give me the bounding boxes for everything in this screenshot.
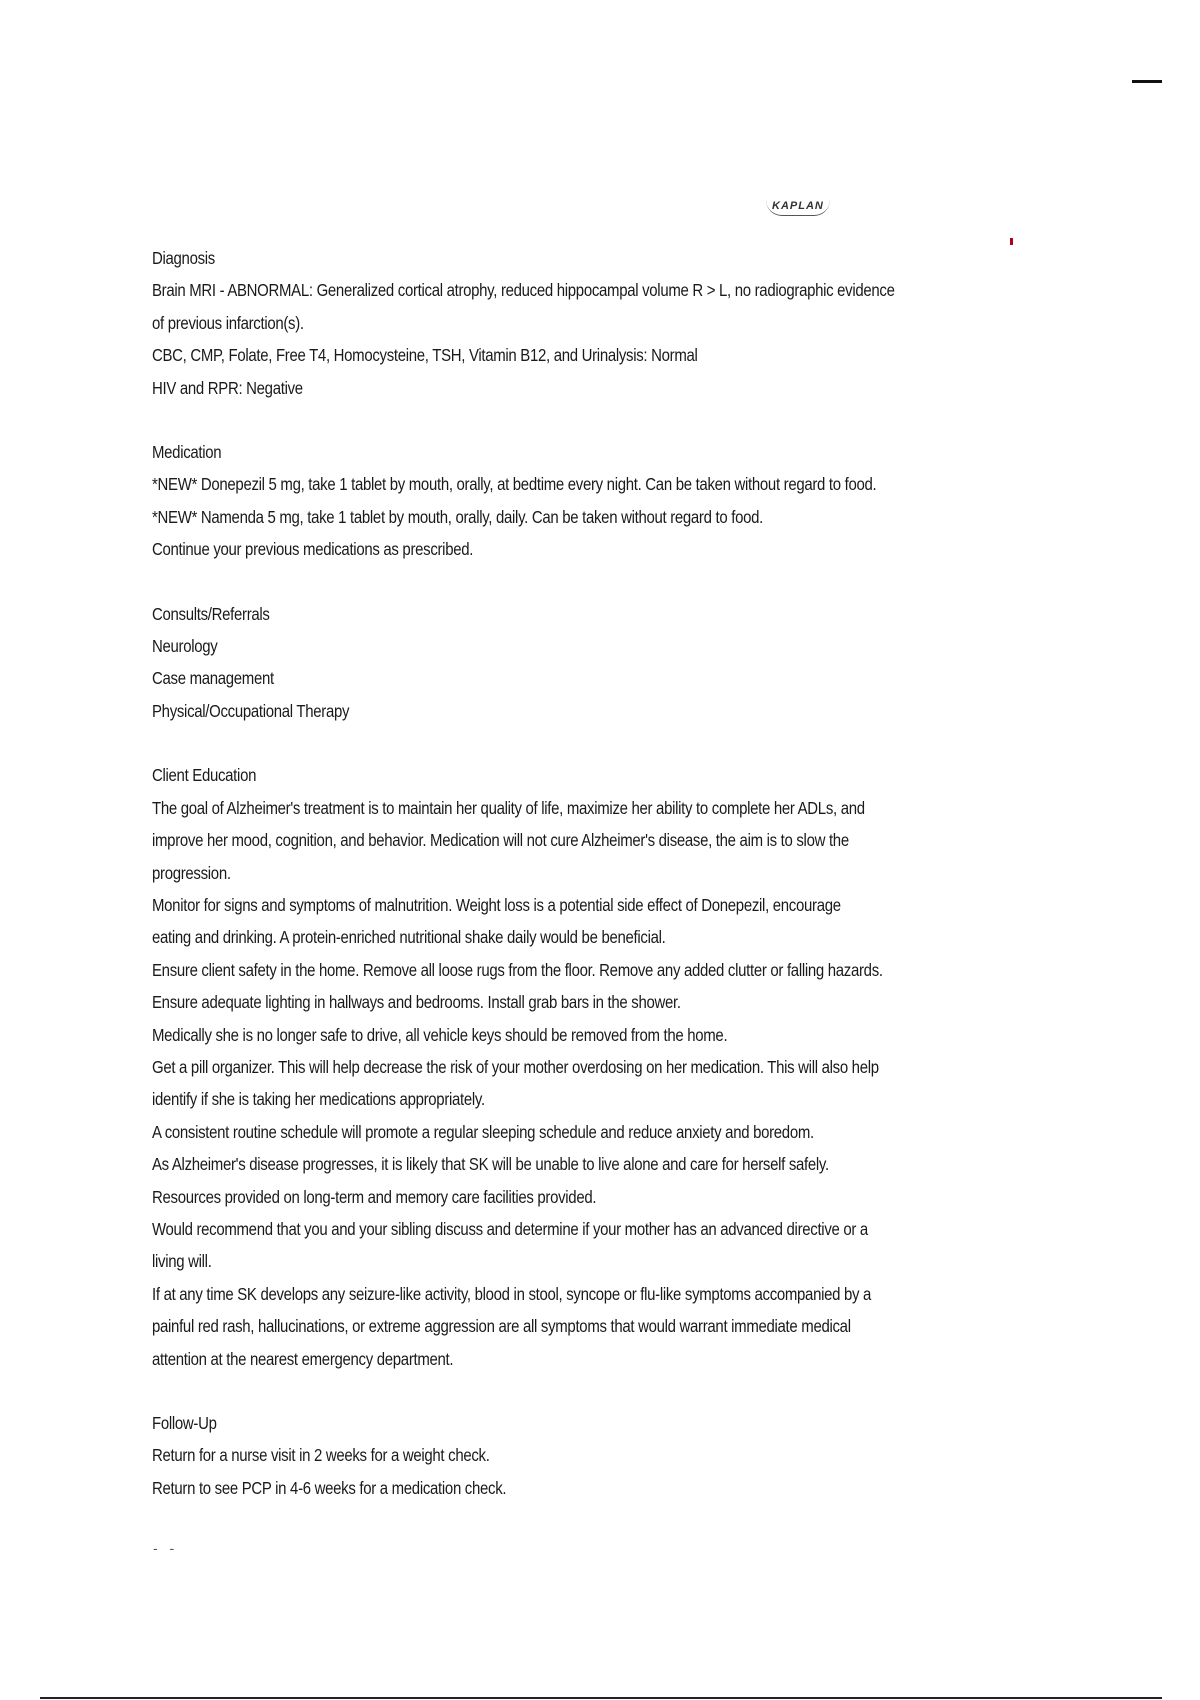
medication-line: Continue your previous medications as prescribed.	[152, 539, 474, 560]
education-line: eating and drinking. A protein-enriched nutritional shake daily would be beneficial.	[152, 927, 666, 948]
education-section	[152, 759, 883, 1375]
kaplan-logo: KAPLAN	[766, 200, 830, 216]
diagnosis-line: of previous infarction(s).	[152, 312, 304, 333]
followup-heading: Follow-Up	[152, 1413, 217, 1433]
education-line: Would recommend that you and your sibling discuss and determine if your mother has an advanced directive or a	[152, 1218, 868, 1239]
consults-line: Neurology	[152, 636, 218, 657]
education-line: painful red rash, hallucinations, or extreme aggression are all symptoms that would warrant immediate medical	[152, 1316, 851, 1337]
diagnosis-heading: Diagnosis	[152, 248, 215, 268]
education-line: A consistent routine schedule will promote a regular sleeping schedule and reduce anxiety and boredom.	[152, 1121, 814, 1142]
education-line: identify if she is taking her medications appropriately.	[152, 1089, 485, 1110]
followup-section	[152, 1407, 872, 1504]
diagnosis-line: Brain MRI - ABNORMAL: Generalized cortical atrophy, reduced hippocampal volume R > L, no radiographic evidence	[152, 280, 895, 301]
diagnosis-line: HIV and RPR: Negative	[152, 377, 303, 398]
consults-heading: Consults/Referrals	[152, 603, 270, 624]
education-line: Ensure client safety in the home. Remove all loose rugs from the floor. Remove any added clutter or falling hazards.	[152, 959, 883, 980]
consults-line: Case management	[152, 668, 274, 689]
education-line: Resources provided on long-term and memory care facilities provided.	[152, 1186, 597, 1207]
followup-line: Return for a nurse visit in 2 weeks for a weight check.	[152, 1445, 490, 1466]
education-line: Get a pill organizer. This will help decrease the risk of your mother overdosing on her medication. This will also help	[152, 1056, 879, 1077]
education-line: improve her mood, cognition, and behavior. Medication will not cure Alzheimer's disease, the aim is to slow the	[152, 830, 849, 851]
followup-line: Return to see PCP in 4-6 weeks for a medication check.	[152, 1477, 507, 1498]
education-line: progression.	[152, 862, 231, 883]
document-body	[152, 242, 895, 1536]
consults-line: Physical/Occupational Therapy	[152, 700, 350, 721]
education-line: As Alzheimer's disease progresses, it is likely that SK will be unable to live alone and care for herself safely.	[152, 1154, 829, 1175]
medication-section	[152, 436, 877, 566]
education-line: The goal of Alzheimer's treatment is to maintain her quality of life, maximize her ability to complete her ADLs, and	[152, 797, 865, 818]
red-mark	[1010, 238, 1013, 245]
education-line: attention at the nearest emergency department.	[152, 1348, 454, 1369]
education-line: Ensure adequate lighting in hallways and bedrooms. Install grab bars in the shower.	[152, 992, 681, 1013]
medication-heading: Medication	[152, 442, 222, 463]
diagnosis-line: CBC, CMP, Folate, Free T4, Homocysteine, TSH, Vitamin B12, and Urinalysis: Normal	[152, 345, 698, 366]
education-heading: Client Education	[152, 765, 257, 786]
diagnosis-section	[152, 242, 895, 404]
top-rule	[1132, 80, 1162, 83]
medication-line: *NEW* Donepezil 5 mg, take 1 tablet by mouth, orally, at bedtime every night. Can be taken without regard to food.	[152, 474, 877, 495]
education-line: Monitor for signs and symptoms of malnutrition. Weight loss is a potential side effect of Donepezil, encourage	[152, 894, 841, 915]
education-line: If at any time SK develops any seizure-like activity, blood in stool, syncope or flu-like symptoms accompanied by a	[152, 1283, 872, 1304]
bottom-rule	[40, 1697, 1162, 1699]
trailing-marks: - -	[153, 1540, 179, 1556]
education-line: living will.	[152, 1251, 212, 1272]
medication-line: *NEW* Namenda 5 mg, take 1 tablet by mouth, orally, daily. Can be taken without regard to food.	[152, 506, 763, 527]
consults-section	[152, 598, 872, 728]
education-line: Medically she is no longer safe to drive, all vehicle keys should be removed from the home.	[152, 1024, 728, 1045]
